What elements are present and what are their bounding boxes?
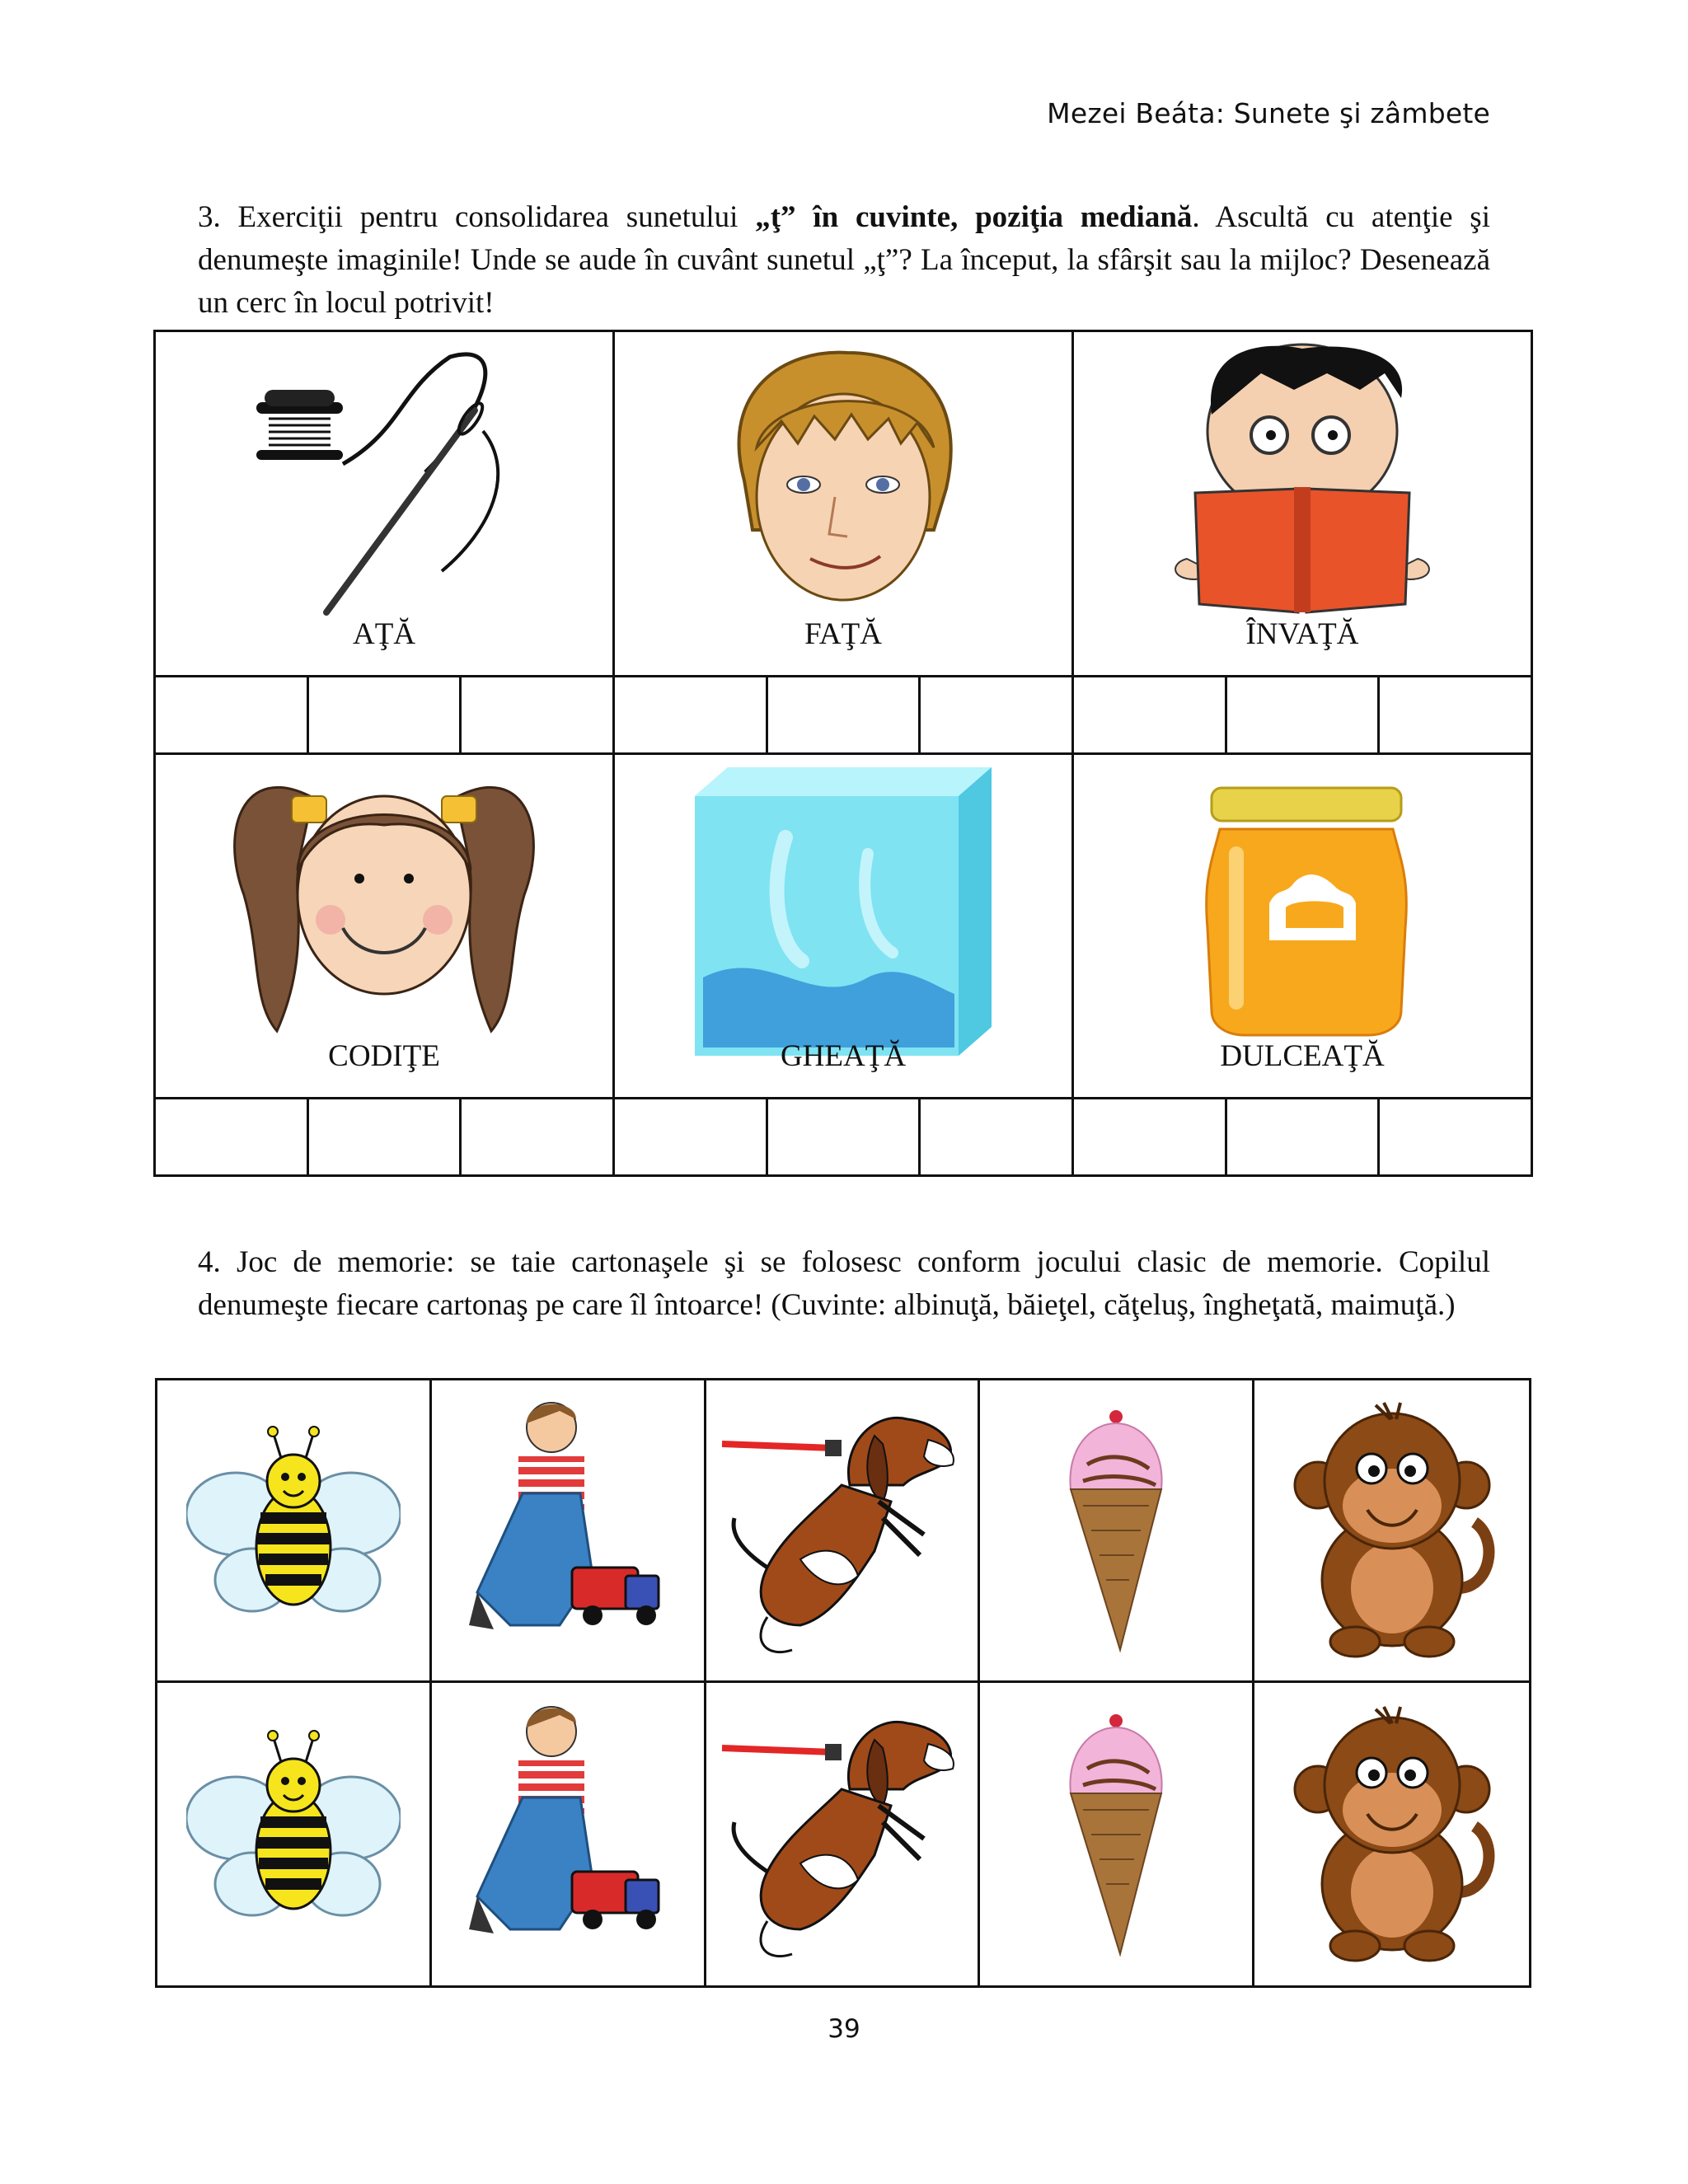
word-cell-codite — [156, 755, 615, 1097]
jam-jar-icon — [1195, 763, 1409, 1043]
dog-icon — [718, 1394, 965, 1666]
exercise-3-text-bold: „ţ” în cuvinte, poziţia mediană — [755, 200, 1193, 234]
answer-box[interactable] — [768, 1099, 921, 1174]
needle-thread-icon — [236, 340, 532, 621]
ice-cream-icon — [1058, 1711, 1174, 1958]
memory-card-monkey[interactable] — [1254, 1380, 1529, 1683]
memory-card-dog[interactable] — [706, 1683, 981, 1985]
exercise-3-text-end: . Ascultă cu atenţie şi denumeşte imaginile! Unde se aude în cuvânt sunetul „ţ”? La început, la sfârşit sau la mijloc? Desenează un cerc în locul potrivit! — [198, 200, 1490, 320]
answer-box[interactable] — [1074, 677, 1227, 752]
word-label: DULCEAŢĂ — [1220, 1039, 1385, 1073]
boy-playing-icon — [461, 1394, 675, 1666]
exercise-4-instructions: 4. Joc de memorie: se taie cartonaşele şi se folosesc conform jocului clasic de memorie. Copilul denumeşte fiecare cartonaş pe care îl întoarce! (Cuvinte: albinuţă, băieţel, căţeluş, îngheţată, maimuţă.) — [198, 1245, 1490, 1322]
answer-box[interactable] — [615, 677, 768, 752]
monkey-icon — [1285, 1703, 1499, 1966]
answer-box[interactable] — [1380, 1099, 1531, 1174]
ice-cream-icon — [1058, 1407, 1174, 1654]
exercise-3-text-start: 3. Exerciţii pentru consolidarea sunetului — [198, 200, 756, 234]
memory-card-dog[interactable] — [706, 1380, 981, 1683]
image-row-1 — [156, 332, 1531, 675]
word-label: AŢĂ — [352, 617, 416, 651]
answer-box[interactable] — [921, 677, 1074, 752]
image-row-2 — [156, 755, 1531, 1097]
answer-row-2 — [156, 1099, 1531, 1174]
dog-icon — [718, 1699, 965, 1971]
memory-card-boy[interactable] — [432, 1683, 706, 1985]
answer-box[interactable] — [1380, 677, 1531, 752]
answer-box[interactable] — [156, 677, 309, 752]
memory-card-bee[interactable] — [157, 1683, 432, 1985]
word-cell-invata — [1074, 332, 1531, 675]
memory-cards-grid — [155, 1378, 1531, 1988]
bee-icon — [186, 1423, 401, 1638]
answer-box[interactable] — [615, 1099, 768, 1174]
word-cell-gheata — [615, 755, 1074, 1097]
word-cell-dulceata — [1074, 755, 1531, 1097]
answer-box[interactable] — [921, 1099, 1074, 1174]
memory-card-ice-cream[interactable] — [980, 1380, 1254, 1683]
memory-card-boy[interactable] — [432, 1380, 706, 1683]
answer-box[interactable] — [1227, 1099, 1381, 1174]
word-label: CODIŢE — [328, 1039, 440, 1073]
exercise-3-table — [153, 330, 1533, 1177]
answer-box[interactable] — [462, 1099, 615, 1174]
page-header: Mezei Beáta: Sunete şi zâmbete — [1047, 97, 1490, 129]
bee-icon — [186, 1727, 401, 1942]
answer-box[interactable] — [1227, 677, 1381, 752]
monkey-icon — [1285, 1399, 1499, 1662]
answer-box[interactable] — [462, 677, 615, 752]
answer-box[interactable] — [309, 1099, 462, 1174]
word-label: GHEAŢĂ — [780, 1039, 907, 1073]
answer-box[interactable] — [156, 1099, 309, 1174]
memory-card-bee[interactable] — [157, 1380, 432, 1683]
page-number: 39 — [828, 2014, 860, 2044]
answer-row-1 — [156, 677, 1531, 752]
boy-playing-icon — [461, 1699, 675, 1971]
memory-card-monkey[interactable] — [1254, 1683, 1529, 1985]
boy-face-icon — [711, 340, 975, 612]
word-label: ÎNVAŢĂ — [1245, 617, 1359, 651]
answer-box[interactable] — [309, 677, 462, 752]
memory-card-ice-cream[interactable] — [980, 1683, 1254, 1985]
word-cell-fata — [615, 332, 1074, 675]
exercise-3-instructions — [198, 196, 1490, 325]
word-label: FAŢĂ — [804, 617, 882, 651]
ice-cube-icon — [687, 763, 1000, 1060]
girl-pigtails-icon — [219, 763, 549, 1035]
answer-box[interactable] — [768, 677, 921, 752]
boy-reading-icon — [1162, 340, 1442, 621]
answer-box[interactable] — [1074, 1099, 1227, 1174]
word-cell-ata — [156, 332, 615, 675]
